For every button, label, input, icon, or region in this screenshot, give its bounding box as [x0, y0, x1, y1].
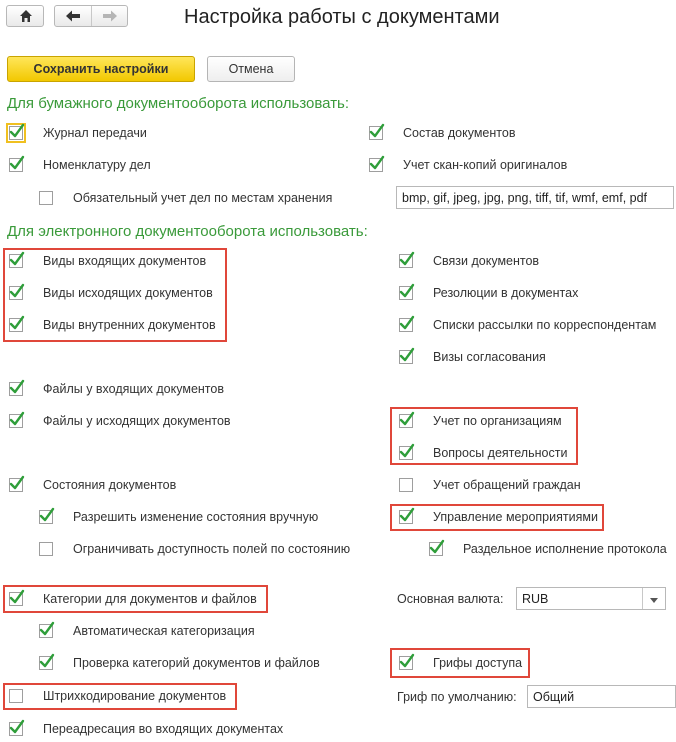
checkbox-label: Грифы доступа [433, 656, 523, 670]
checkbox-label: Учет по организациям [433, 414, 562, 428]
currency-label: Основная валюта: [397, 592, 504, 606]
checkmark-icon [9, 155, 25, 171]
checkbox[interactable] [39, 510, 53, 524]
checkbox-label: Разрешить изменение состояния вручную [73, 510, 319, 524]
home-button[interactable] [6, 5, 44, 27]
checkbox-label: Резолюции в документах [433, 286, 579, 300]
home-icon [19, 9, 33, 26]
checkmark-icon [9, 475, 25, 491]
checkbox-label: Виды исходящих документов [43, 286, 213, 300]
checkbox-label: Списки рассылки по корреспондентам [433, 318, 657, 332]
cancel-button[interactable]: Отмена [207, 56, 295, 82]
checkbox[interactable] [39, 656, 53, 670]
paper-section-heading: Для бумажного документооборота использовать: [7, 95, 350, 112]
checkbox[interactable] [9, 414, 23, 428]
checkbox-row-document-states[interactable] [9, 475, 176, 495]
checkbox[interactable] [9, 722, 23, 736]
currency-value: RUB [522, 591, 549, 606]
checkbox[interactable] [399, 478, 413, 492]
highlight-frame [3, 248, 227, 342]
checkbox-label: Виды входящих документов [43, 254, 207, 268]
checkbox-row-approval-visas[interactable] [399, 347, 546, 367]
default-grif-input[interactable]: Общий [527, 685, 676, 708]
checkmark-icon [9, 123, 25, 139]
checkbox[interactable] [9, 478, 23, 492]
checkbox-row-separate-protocol[interactable] [429, 539, 667, 559]
checkbox[interactable] [399, 254, 413, 268]
checkbox-label: Учет обращений граждан [433, 478, 581, 492]
checkbox-row-document-composition[interactable] [369, 123, 515, 143]
default-grif-label: Гриф по умолчанию: [397, 690, 517, 704]
checkbox-label: Обязательный учет дел по местам хранения [73, 191, 333, 205]
arrow-left-icon [65, 9, 81, 26]
checkbox-row-auto-categorization[interactable] [39, 621, 255, 641]
checkbox-row-outgoing-files[interactable] [9, 411, 231, 431]
currency-select[interactable] [516, 587, 666, 610]
checkbox-row-transfer-journal[interactable] [9, 123, 147, 143]
checkbox-label: Номенклатуру дел [43, 158, 151, 172]
checkmark-icon [399, 347, 415, 363]
checkmark-icon [369, 123, 385, 139]
checkbox-row-scan-copies[interactable] [369, 155, 567, 175]
chevron-down-icon [650, 592, 658, 606]
checkbox-row-mailing-lists[interactable] [399, 315, 656, 335]
checkbox[interactable] [39, 624, 53, 638]
checkbox-row-category-check[interactable] [39, 653, 320, 673]
arrow-right-icon [102, 9, 118, 26]
checkbox-label: Визы согласования [433, 350, 546, 364]
checkbox-row-storage-tracking[interactable] [39, 188, 332, 208]
checkmark-icon [429, 539, 445, 555]
dropdown-button[interactable] [642, 588, 665, 609]
checkbox-label: Проверка категорий документов и файлов [73, 656, 320, 670]
checkbox[interactable] [399, 350, 413, 364]
checkbox-label: Переадресация во входящих документах [43, 722, 284, 736]
highlight-frame [390, 504, 604, 531]
checkbox-label: Вопросы деятельности [433, 446, 568, 460]
checkbox-row-manual-state-change[interactable] [39, 507, 318, 527]
checkbox[interactable] [369, 158, 383, 172]
checkmark-icon [399, 251, 415, 267]
checkbox-label: Категории для документов и файлов [43, 592, 257, 606]
checkmark-icon [399, 315, 415, 331]
checkmark-icon [39, 621, 55, 637]
highlight-frame [3, 683, 237, 710]
electronic-section-heading: Для электронного документооборота использовать: [7, 223, 368, 240]
checkbox-row-readdressing[interactable] [9, 719, 283, 739]
scan-formats-input[interactable]: bmp, gif, jpeg, jpg, png, tiff, tif, wmf, emf, pdf [396, 186, 674, 209]
checkmark-icon [369, 155, 385, 171]
highlight-frame [390, 648, 530, 678]
checkbox-row-incoming-files[interactable] [9, 379, 224, 399]
checkbox-label: Виды внутренних документов [43, 318, 216, 332]
checkmark-icon [9, 719, 25, 735]
checkbox-label: Файлы у исходящих документов [43, 414, 231, 428]
highlight-frame [3, 585, 268, 613]
checkbox-label: Раздельное исполнение протокола [463, 542, 667, 556]
checkbox-label: Состояния документов [43, 478, 177, 492]
forward-button[interactable] [92, 6, 127, 26]
checkbox-row-citizen-appeals[interactable] [399, 475, 581, 495]
checkbox-row-nomenclature[interactable] [9, 155, 151, 175]
checkmark-icon [39, 653, 55, 669]
checkbox-label: Журнал передачи [43, 126, 147, 140]
checkbox-label: Автоматическая категоризация [73, 624, 255, 638]
save-button[interactable]: Сохранить настройки [7, 56, 195, 82]
checkbox-label: Штрихкодирование документов [43, 689, 227, 703]
checkbox[interactable] [399, 286, 413, 300]
checkmark-icon [9, 411, 25, 427]
checkbox-row-document-links[interactable] [399, 251, 539, 271]
checkbox-label: Ограничивать доступность полей по состоянию [73, 542, 351, 556]
back-button[interactable] [55, 6, 92, 26]
checkbox-label: Состав документов [403, 126, 516, 140]
page-title: Настройка работы с документами [184, 6, 500, 28]
checkbox[interactable] [9, 158, 23, 172]
checkmark-icon [399, 283, 415, 299]
checkbox-label: Связи документов [433, 254, 540, 268]
checkbox-row-resolutions[interactable] [399, 283, 578, 303]
checkbox-label: Учет скан-копий оригиналов [403, 158, 568, 172]
checkbox[interactable] [9, 126, 23, 140]
highlight-frame [390, 407, 578, 465]
checkbox-label: Управление мероприятиями [433, 510, 598, 524]
checkbox[interactable] [429, 542, 443, 556]
checkbox-row-restrict-fields[interactable] [39, 539, 350, 559]
checkbox[interactable] [9, 382, 23, 396]
checkmark-icon [9, 379, 25, 395]
checkbox[interactable] [369, 126, 383, 140]
checkbox[interactable] [39, 191, 53, 205]
history-nav [54, 5, 128, 27]
checkbox-label: Файлы у входящих документов [43, 382, 224, 396]
checkmark-icon [39, 507, 55, 523]
checkbox[interactable] [399, 318, 413, 332]
checkbox[interactable] [39, 542, 53, 556]
